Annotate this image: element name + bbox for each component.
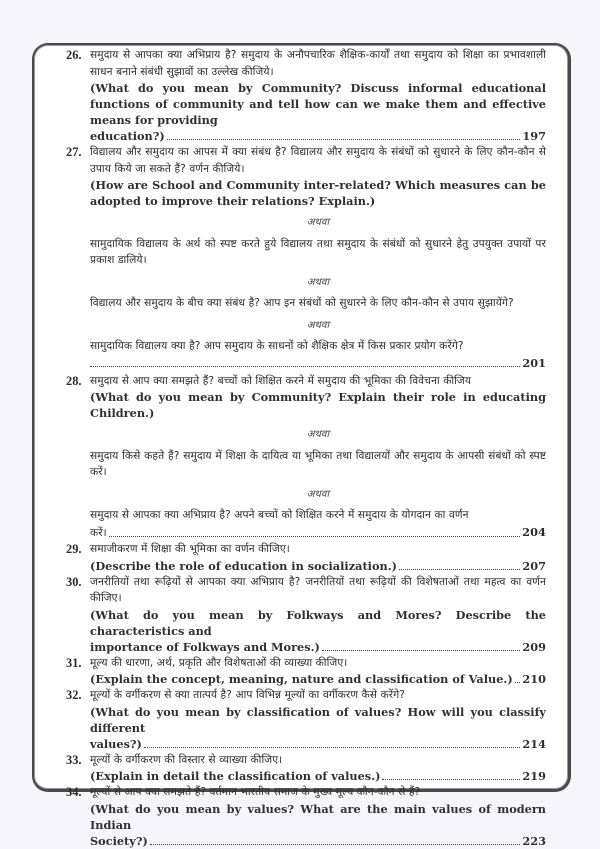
question-english: (How are School and Community inter-related? Which measures can be adopted to improve their relations? Explain.) [90,178,546,208]
page-number[interactable]: 219 [522,769,546,783]
contents-entry-32 [66,687,546,752]
page-number[interactable]: 197 [522,129,546,143]
question-english-leader [90,639,546,655]
question-number: 32. [66,688,82,702]
contents-entry-29 [66,541,546,574]
alternate-question: विद्यालय और समुदाय के बीच क्या संबंध है? आप इन संबंधों को सुधारने के लिए कौन-कौन से उपाय सुझायेंगे? [90,297,514,309]
question-hindi: समाजीकरण में शिक्षा की भूमिका का वर्णन कीजिए। [90,543,290,555]
question-english-leader [90,128,546,144]
question-number: 26. [66,48,82,62]
page-number[interactable]: 223 [522,833,546,848]
question-number: 33. [66,752,82,767]
dot-leader [144,747,521,748]
question-english-leader [90,768,546,784]
dot-leader [322,650,521,651]
alternate-question: समुदाय किसे कहते हैं? समुदाय में शिक्षा के दायित्व या भूमिका तथा विद्यालयों और समुदाय के आपसी संबंधों को स्पष्ट करें। [90,449,546,478]
page-number[interactable]: 201 [522,355,546,370]
question-english-tail: importance of Folkways and Mores.) [90,639,320,654]
question-english-leader [90,736,546,752]
question-english-leader [90,671,546,687]
dot-leader [167,139,521,140]
contents-entry-33 [66,752,546,785]
or-separator: अथवा [306,276,330,288]
question-english: (What do you mean by Folkways and Mores? Describe the characteristics and [90,607,546,638]
question-number: 34. [66,785,82,799]
question-hindi: मूल्य की धारणा, अर्थ, प्रकृति और विशेषताओं की व्याख्या कीजिए। [90,656,348,669]
contents-entry-28 [66,373,546,422]
dot-leader [90,366,520,367]
alternate-question: सामुदायिक विद्यालय क्या है? आप समुदाय के साधनों को शैक्षिक क्षेत्र में किस प्रकार प्रयोग करेंगे? [90,340,464,352]
contents-entry-27 [66,144,546,209]
page-number[interactable]: 209 [522,639,546,654]
dot-leader [399,569,520,570]
alternate-question: सामुदायिक विद्यालय के अर्थ को स्पष्ट करते हुये विद्यालय तथा समुदाय के संबंधों को सुधारने हेतु उपयुक्त उपायों पर प्रकाश डालिये। [90,237,546,266]
question-english-leader [90,833,546,849]
question-english: (Explain the concept, meaning, nature and classification of Value.) [90,672,513,686]
question-number: 30. [66,574,82,589]
question-english: (What do you mean by values? What are the main values of modern Indian [90,801,546,832]
question-english-tail: values?) [90,736,142,751]
or-separator: अथवा [306,319,330,331]
or-separator: अथवा [306,429,330,440]
page-number[interactable]: 210 [522,672,546,686]
question-hindi: मूल्यों के वर्गीकरण से क्या तात्पर्य है? आप विभिन्न मूल्यों का वर्गीकरण कैसे करेंगे? [90,689,405,701]
contents-entry-30 [66,574,546,655]
page-number[interactable]: 207 [522,558,546,573]
or-separator: अथवा [306,217,330,228]
question-number: 29. [66,542,82,556]
contents-entry-31 [66,655,546,688]
table-of-contents [66,47,546,849]
page-number[interactable]: 204 [522,524,546,539]
contents-entry-26 [66,47,546,144]
dot-leader [382,779,520,780]
dot-leader [150,844,521,845]
question-hindi: मूल्यों के वर्गीकरण की विस्तार से व्याख्या कीजिए। [90,753,283,766]
alternate-question: समुदाय से आपका क्या अभिप्राय है? अपने बच्चों को शिक्षित करने में समुदाय के योगदान का वर्णन [90,509,469,521]
question-number: 31. [66,655,82,670]
question-number: 28. [66,373,82,388]
question-hindi: जनरीतियों तथा रूढ़ियों से आपका क्या अभिप्राय है? जनरीतियों तथा रूढ़ियों की विशेषताओं तथा महत्व का वर्णन कीजिए। [90,575,546,604]
dot-leader [109,536,520,537]
question-english: (What do you mean by Community? Discuss informal educational functions of community and tell how can we make them and effective means for providing [90,81,546,127]
alternate-question-tail: करें। [90,526,107,539]
dot-leader [515,682,521,683]
question-english-tail: education?) [90,129,165,143]
question-english: (Describe the role of education in socialization.) [90,558,397,573]
question-english: (Explain in detail the classification of values.) [90,769,381,783]
question-number: 27. [66,145,82,159]
question-hindi: मूल्यों से आप क्या समझते हैं? वर्तमान भारतीय समाज के मुख्य मूल्य कौन-कौन से हैं? [90,786,421,798]
question-english-tail: Society?) [90,833,148,848]
question-english: (What do you mean by classification of values? How will you classify different [90,704,546,735]
question-english: (What do you mean by Community? Explain their role in educating Children.) [90,390,546,420]
page-number[interactable]: 214 [522,736,546,751]
or-separator: अथवा [306,488,330,500]
question-english-leader [90,355,546,371]
question-english-leader [90,558,546,574]
question-hindi: समुदाय से आप क्या समझते हैं? बच्चों को शिक्षित करने में समुदाय की भूमिका की विवेचना कीजिय [90,374,472,387]
question-hindi: समुदाय से आपका क्या अभिप्राय है? समुदाय के अनौपचारिक शैक्षिक-कार्यों तथा समुदाय को शिक्षा का प्रभावशाली साधन बनाने संबंधी सुझावों का उल्लेख कीजिये। [90,49,546,78]
question-hindi: विद्यालय और समुदाय का आपस में क्या संबंध है? विद्यालय और समुदाय के संबंधों को सुधारने के लिए कौन-कौन से उपाय किये जा सकते हैं? वर्णन कीजिये। [90,146,546,175]
question-leader [90,524,546,542]
contents-entry-34 [66,784,546,849]
